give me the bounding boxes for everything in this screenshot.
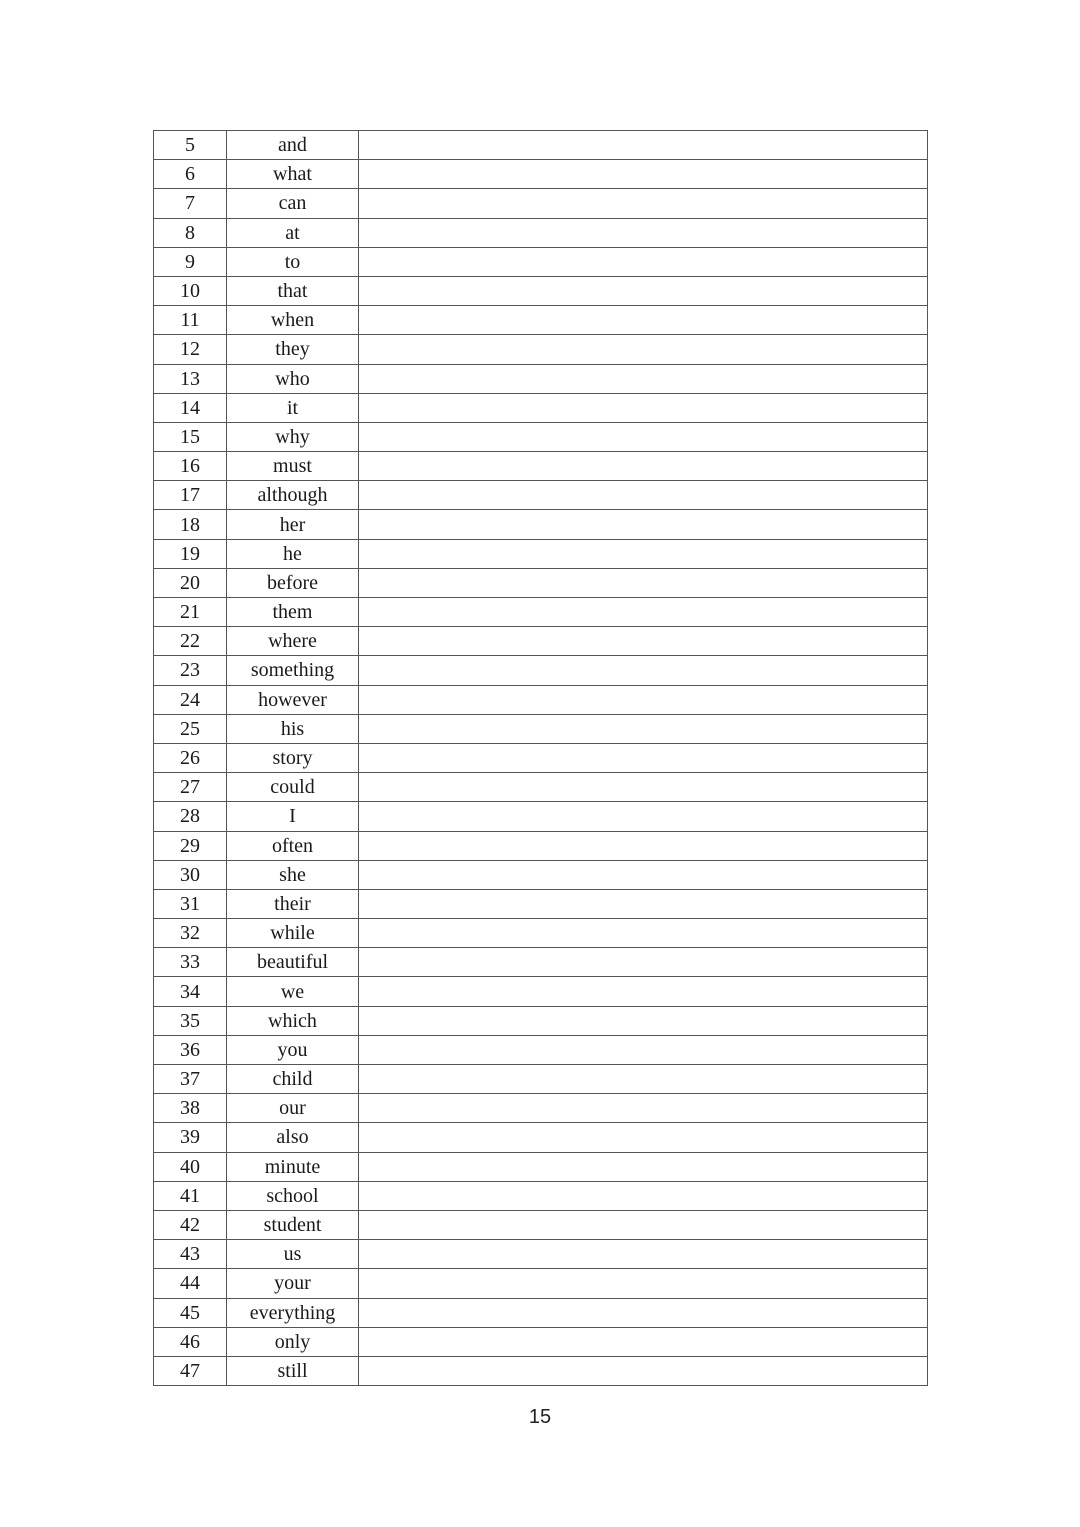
row-number-cell: 38 <box>154 1094 227 1123</box>
answer-blank-cell <box>359 276 928 305</box>
row-number-cell: 35 <box>154 1006 227 1035</box>
row-number-cell: 11 <box>154 306 227 335</box>
answer-blank-cell <box>359 977 928 1006</box>
page-number: 15 <box>528 1406 552 1428</box>
answer-blank-cell <box>359 831 928 860</box>
row-number-cell: 17 <box>154 481 227 510</box>
table-row <box>154 422 928 451</box>
table-row <box>154 1240 928 1269</box>
table-row <box>154 160 928 189</box>
word-cell: what <box>227 160 359 189</box>
table-row <box>154 218 928 247</box>
word-cell: while <box>227 919 359 948</box>
table-row <box>154 393 928 422</box>
answer-blank-cell <box>359 160 928 189</box>
word-cell: however <box>227 685 359 714</box>
word-cell: could <box>227 773 359 802</box>
answer-blank-cell <box>359 627 928 656</box>
answer-blank-cell <box>359 685 928 714</box>
answer-blank-cell <box>359 598 928 627</box>
table-row <box>154 1152 928 1181</box>
table-row <box>154 1298 928 1327</box>
answer-blank-cell <box>359 364 928 393</box>
answer-blank-cell <box>359 1210 928 1239</box>
answer-blank-cell <box>359 919 928 948</box>
word-cell: child <box>227 1065 359 1094</box>
row-number-cell: 12 <box>154 335 227 364</box>
word-cell: also <box>227 1123 359 1152</box>
word-cell: our <box>227 1094 359 1123</box>
word-cell: minute <box>227 1152 359 1181</box>
word-cell: they <box>227 335 359 364</box>
word-cell: she <box>227 860 359 889</box>
row-number-cell: 7 <box>154 189 227 218</box>
row-number-cell: 42 <box>154 1210 227 1239</box>
word-cell: still <box>227 1356 359 1385</box>
row-number-cell: 24 <box>154 685 227 714</box>
answer-blank-cell <box>359 1035 928 1064</box>
word-cell: often <box>227 831 359 860</box>
answer-blank-cell <box>359 1094 928 1123</box>
word-cell: you <box>227 1035 359 1064</box>
answer-blank-cell <box>359 1065 928 1094</box>
table-row <box>154 539 928 568</box>
table-row <box>154 831 928 860</box>
answer-blank-cell <box>359 1006 928 1035</box>
answer-blank-cell <box>359 1123 928 1152</box>
answer-blank-cell <box>359 335 928 364</box>
table-row <box>154 598 928 627</box>
row-number-cell: 41 <box>154 1181 227 1210</box>
word-cell: and <box>227 131 359 160</box>
table-row <box>154 860 928 889</box>
word-cell: when <box>227 306 359 335</box>
row-number-cell: 13 <box>154 364 227 393</box>
row-number-cell: 8 <box>154 218 227 247</box>
row-number-cell: 46 <box>154 1327 227 1356</box>
row-number-cell: 16 <box>154 452 227 481</box>
word-cell: them <box>227 598 359 627</box>
table-row <box>154 1065 928 1094</box>
row-number-cell: 33 <box>154 948 227 977</box>
answer-blank-cell <box>359 218 928 247</box>
word-cell: which <box>227 1006 359 1035</box>
answer-blank-cell <box>359 1298 928 1327</box>
row-number-cell: 26 <box>154 743 227 772</box>
table-row <box>154 773 928 802</box>
table-row <box>154 656 928 685</box>
word-cell: us <box>227 1240 359 1269</box>
word-cell: where <box>227 627 359 656</box>
answer-blank-cell <box>359 656 928 685</box>
table-row <box>154 1094 928 1123</box>
word-cell: who <box>227 364 359 393</box>
table-row <box>154 276 928 305</box>
word-cell: why <box>227 422 359 451</box>
row-number-cell: 36 <box>154 1035 227 1064</box>
answer-blank-cell <box>359 1269 928 1298</box>
row-number-cell: 47 <box>154 1356 227 1385</box>
answer-blank-cell <box>359 306 928 335</box>
table-row <box>154 1123 928 1152</box>
row-number-cell: 37 <box>154 1065 227 1094</box>
table-row <box>154 1210 928 1239</box>
vocabulary-table-body <box>154 131 928 1386</box>
table-row <box>154 1327 928 1356</box>
answer-blank-cell <box>359 422 928 451</box>
table-row <box>154 364 928 393</box>
table-row <box>154 1006 928 1035</box>
table-row <box>154 335 928 364</box>
row-number-cell: 14 <box>154 393 227 422</box>
answer-blank-cell <box>359 1181 928 1210</box>
table-row <box>154 627 928 656</box>
row-number-cell: 34 <box>154 977 227 1006</box>
word-cell: school <box>227 1181 359 1210</box>
table-row <box>154 131 928 160</box>
row-number-cell: 43 <box>154 1240 227 1269</box>
word-cell: student <box>227 1210 359 1239</box>
answer-blank-cell <box>359 1327 928 1356</box>
word-cell: everything <box>227 1298 359 1327</box>
row-number-cell: 22 <box>154 627 227 656</box>
word-cell: something <box>227 656 359 685</box>
word-cell: must <box>227 452 359 481</box>
table-row <box>154 306 928 335</box>
table-row <box>154 189 928 218</box>
answer-blank-cell <box>359 948 928 977</box>
row-number-cell: 21 <box>154 598 227 627</box>
row-number-cell: 9 <box>154 247 227 276</box>
answer-blank-cell <box>359 1356 928 1385</box>
table-row <box>154 1269 928 1298</box>
row-number-cell: 23 <box>154 656 227 685</box>
table-row <box>154 948 928 977</box>
answer-blank-cell <box>359 393 928 422</box>
row-number-cell: 40 <box>154 1152 227 1181</box>
word-cell: before <box>227 568 359 597</box>
word-cell: her <box>227 510 359 539</box>
row-number-cell: 20 <box>154 568 227 597</box>
row-number-cell: 18 <box>154 510 227 539</box>
table-row <box>154 481 928 510</box>
row-number-cell: 6 <box>154 160 227 189</box>
row-number-cell: 39 <box>154 1123 227 1152</box>
table-row <box>154 568 928 597</box>
word-cell: his <box>227 714 359 743</box>
row-number-cell: 15 <box>154 422 227 451</box>
table-row <box>154 743 928 772</box>
answer-blank-cell <box>359 539 928 568</box>
answer-blank-cell <box>359 1152 928 1181</box>
word-cell: I <box>227 802 359 831</box>
answer-blank-cell <box>359 743 928 772</box>
word-cell: at <box>227 218 359 247</box>
row-number-cell: 44 <box>154 1269 227 1298</box>
word-cell: story <box>227 743 359 772</box>
answer-blank-cell <box>359 889 928 918</box>
table-row <box>154 802 928 831</box>
word-cell: we <box>227 977 359 1006</box>
answer-blank-cell <box>359 189 928 218</box>
answer-blank-cell <box>359 131 928 160</box>
word-cell: only <box>227 1327 359 1356</box>
row-number-cell: 25 <box>154 714 227 743</box>
word-cell: that <box>227 276 359 305</box>
answer-blank-cell <box>359 714 928 743</box>
table-row <box>154 1181 928 1210</box>
answer-blank-cell <box>359 481 928 510</box>
answer-blank-cell <box>359 860 928 889</box>
table-row <box>154 977 928 1006</box>
row-number-cell: 27 <box>154 773 227 802</box>
answer-blank-cell <box>359 510 928 539</box>
word-cell: he <box>227 539 359 568</box>
row-number-cell: 30 <box>154 860 227 889</box>
table-row <box>154 1356 928 1385</box>
word-cell: although <box>227 481 359 510</box>
word-cell: can <box>227 189 359 218</box>
word-cell: beautiful <box>227 948 359 977</box>
table-row <box>154 247 928 276</box>
table-row <box>154 889 928 918</box>
row-number-cell: 5 <box>154 131 227 160</box>
answer-blank-cell <box>359 773 928 802</box>
row-number-cell: 10 <box>154 276 227 305</box>
table-row <box>154 1035 928 1064</box>
table-row <box>154 714 928 743</box>
answer-blank-cell <box>359 452 928 481</box>
row-number-cell: 29 <box>154 831 227 860</box>
answer-blank-cell <box>359 1240 928 1269</box>
table-row <box>154 685 928 714</box>
word-cell: their <box>227 889 359 918</box>
table-row <box>154 452 928 481</box>
word-cell: it <box>227 393 359 422</box>
table-row <box>154 919 928 948</box>
row-number-cell: 45 <box>154 1298 227 1327</box>
row-number-cell: 32 <box>154 919 227 948</box>
row-number-cell: 19 <box>154 539 227 568</box>
vocabulary-table <box>153 130 928 1386</box>
answer-blank-cell <box>359 568 928 597</box>
word-cell: your <box>227 1269 359 1298</box>
answer-blank-cell <box>359 247 928 276</box>
row-number-cell: 28 <box>154 802 227 831</box>
answer-blank-cell <box>359 802 928 831</box>
row-number-cell: 31 <box>154 889 227 918</box>
table-row <box>154 510 928 539</box>
word-cell: to <box>227 247 359 276</box>
